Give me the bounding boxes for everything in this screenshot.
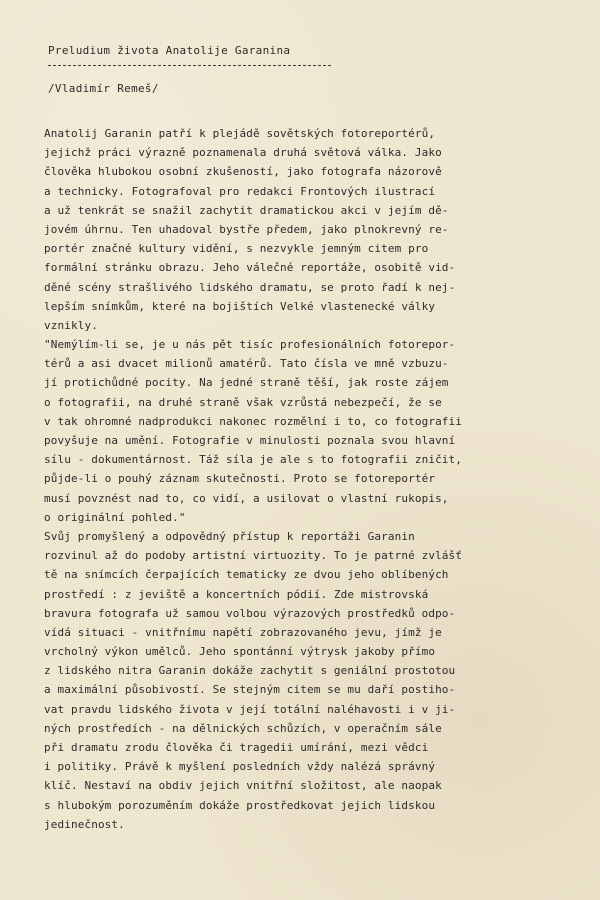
- body-line: bravura fotografa už samou volbou výrazových prostředků odpo-: [44, 606, 456, 620]
- body-line: jí protichůdné pocity. Na jedné straně těší, jak roste zájem: [44, 376, 449, 390]
- body-line: formální stránku obrazu. Jeho válečné reportáže, osobitě vid-: [44, 261, 456, 275]
- body-line: a maximální působivostí. Se stejným citem se mu daří postiho-: [44, 683, 456, 697]
- body-line: Svůj promyšlený a odpovědný přístup k reportáži Garanin: [44, 529, 415, 543]
- article-body: [44, 124, 559, 834]
- body-line: lepším snímkům, které na bojištích Velké vlastenecké války: [44, 299, 436, 313]
- body-line: klíč. Nestaví na obdiv jejich vnitřní složitost, ale naopak: [44, 779, 442, 793]
- body-line: vrcholný výkon umělců. Jeho spontánní výtrysk jakoby přímo: [44, 645, 436, 659]
- body-line: "Nemýlím-li se, je u nás pět tisíc profesionálních fotorepor-: [44, 338, 456, 352]
- body-line: prostředí : z jeviště a koncertních pódií. Zde mistrovská: [44, 587, 429, 601]
- body-line: o originální pohled.": [44, 510, 186, 524]
- body-line: a technicky. Fotografoval pro redakci Frontových ilustrací: [44, 184, 436, 198]
- body-line: vídá situaci - vnitřnímu napětí zobrazovaného jevu, jímž je: [44, 625, 442, 639]
- body-line: musí povznést nad to, co vidí, a usilovat o vlastní rukopis,: [44, 491, 449, 505]
- body-line: z lidského nitra Garanin dokáže zachytit s geniální prostotou: [44, 664, 456, 678]
- body-line: o fotografii, na druhé straně však vzrůstá nebezpečí, že se: [44, 395, 442, 409]
- body-line: térů a asi dvacet milionů amatérů. Tato čísla ve mně vzbuzu-: [44, 357, 449, 371]
- body-line: děné scény strašlivého lidského dramatu, se proto řadí k nej-: [44, 280, 456, 294]
- body-line: při dramatu zrodu člověka či tragedii umírání, mezi vědci: [44, 741, 429, 754]
- body-line: vznikly.: [44, 318, 98, 332]
- body-line: s hlubokým porozuměním dokáže prostředkovat jejich lidskou: [44, 798, 436, 812]
- body-line: jovém úhrnu. Ten uhadoval bystře předem, jako plnokrevný re-: [44, 222, 449, 236]
- body-line: ných prostředích - na dělnických schůzích, v operačním sále: [44, 721, 442, 735]
- body-line: půjde-li o pouhý záznam skutečnosti. Proto se fotoreportér: [44, 472, 436, 486]
- body-line: vat pravdu lidského života v její totální naléhavosti i v ji-: [44, 702, 456, 716]
- body-line: portér značné kultury vidění, s nezvykle jemným citem pro: [44, 242, 429, 256]
- body-line: a už tenkrát se snažil zachytit dramatickou akci v jejím dě-: [44, 203, 449, 217]
- body-line: Anatolij Garanin patří k plejádě sovětských fotoreportérů,: [44, 127, 436, 140]
- body-line: tě na snímcích čerpajících tematicky ze dvou jeho oblíbených: [44, 568, 449, 582]
- body-line: jejichž práci výrazně poznamenala druhá světová válka. Jako: [44, 146, 442, 160]
- body-line: sílu - dokumentárnost. Táž síla je ale s to fotografii zničit,: [44, 453, 463, 467]
- title-rule: [48, 65, 331, 66]
- body-line: i politiky. Právě k myšlení posledních vždy nalézá správný: [44, 760, 436, 774]
- body-line: povyšuje na umění. Fotografie v minulosti poznala svou hlavní: [44, 434, 456, 447]
- body-line: rozvinul až do podoby artistní virtuozity. To je patrné zvlášť: [44, 549, 463, 563]
- page-title: Preludium života Anatolije Garanina: [48, 44, 291, 57]
- author-line: /Vladimír Remeš/: [48, 82, 159, 95]
- body-line: v tak ohromné nadprodukci nakonec rozmělní i to, co fotografii: [44, 414, 463, 428]
- body-line: člověka hlubokou osobní zkušeností, jako fotografa názorově: [44, 165, 442, 179]
- body-line: jedinečnost.: [44, 817, 125, 831]
